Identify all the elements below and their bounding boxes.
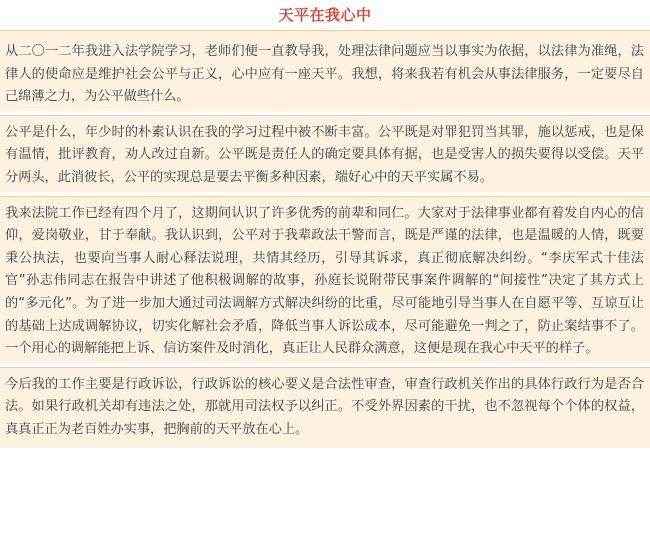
- paragraph-1: 从二〇一二年我进入法学院学习，老师们便一直教导我，处理法律问题应当以事实为依据，以法律为准绳，法律人的使命应是维护社会公平与正义，心中应有一座天平。我想，将来我若有机会从事法律服务，一定要尽自己绵薄之力，为公平做些什么。: [0, 30, 650, 111]
- paragraph-3: 我来法院工作已经有四个月了，这期间认识了许多优秀的前辈和同仁。大家对于法律事业都有着发自内心的信仰，爱岗敬业，甘于奉献。我认识到，公平对于我辈政法干警而言，既是严谨的法律，也是温暖的人情，既要秉公执法，也要向当事人耐心释法说理，共情其经历，引导其诉求，真正彻底解决纠纷。“李庆军式十佳法官”孙志伟同志在报告中讲述了他积极调解的故事，孙庭长说附带民事案件调解的“间接性”决定了其方式上的“多元化”。为了进一步加大通过司法调解方式解决纠纷的比重，尽可能地引导当事人在自愿平等、互谅互让的基础上达成调解协议，切实化解社会矛盾，降低当事人诉讼成本，尽可能避免一判之了，防止案结事不了。一个用心的调解能把上诉、信访案件及时消化，真正让人民群众满意，这便是现在我心中天平的样子。: [0, 196, 650, 363]
- article-body: [0, 30, 650, 448]
- paragraph-2: 公平是什么，年少时的朴素认识在我的学习过程中被不断丰富。公平既是对罪犯罚当其罪，施以惩戒，也是保有温情，批评教育，劝人改过自新。公平既是责任人的确定要具体有据，也是受害人的损失要得以受偿。天平分两头，此消彼长，公平的实现总是要去平衡多种因素，端好心中的天平实属不易。: [0, 115, 650, 192]
- article-title: 天平在我心中: [278, 6, 372, 24]
- paragraph-4: 今后我的工作主要是行政诉讼，行政诉讼的核心要义是合法性审查，审查行政机关作出的具体行政行为是否合法。如果行政机关却有违法之处，那就用司法权予以纠正。不受外界因素的干扰，也不忽视每个个体的权益，真真正正为老百姓办实事，把胸前的天平放在心上。: [0, 367, 650, 448]
